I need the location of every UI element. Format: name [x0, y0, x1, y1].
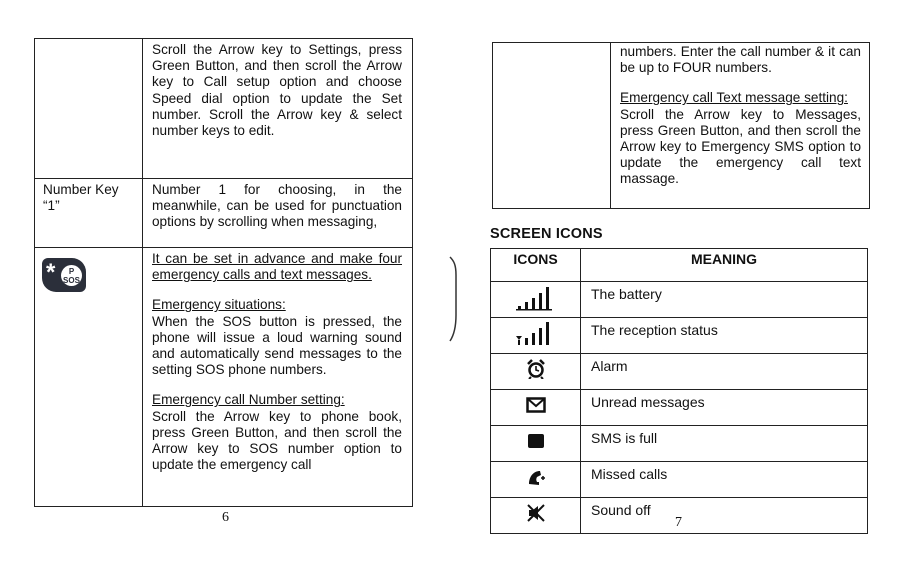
empty-label-cell [493, 43, 611, 209]
number-key-label-line2: “1” [43, 198, 60, 213]
sos-key-cell [35, 248, 143, 507]
missed-call-icon [526, 468, 546, 486]
envelope-icon-cell [491, 390, 581, 426]
right-page [452, 0, 899, 566]
signal-icon [514, 318, 558, 348]
sos-key-description [143, 248, 413, 507]
key-functions-table [34, 38, 413, 507]
sos-p-glyph: P [68, 267, 75, 276]
sound-off-icon [526, 503, 546, 523]
sms-full-icon [527, 433, 545, 449]
page-number-left: 6 [222, 510, 229, 525]
sound-off-meaning: Sound off [581, 498, 868, 534]
reception-meaning: The reception status [581, 318, 868, 354]
continued-table [492, 42, 870, 209]
table-row [491, 354, 868, 390]
envelope-icon [526, 397, 546, 413]
emergency-call-setting-text: Scroll the Arrow key to phone book, press Green Button, and then scroll the Arrow key to SOS number option to update the emergency call [152, 408, 402, 473]
table-row [491, 426, 868, 462]
page-number-right: 7 [675, 515, 682, 530]
left-page [0, 0, 440, 566]
emergency-call-setting-heading: Emergency call Number setting: [152, 392, 345, 408]
table-row [491, 462, 868, 498]
speed-dial-instructions: Scroll the Arrow key to Settings, press Green Button, and then scroll the Arrow key to Call setup option and choose Speed dial option to update the Set number. Scroll the Arrow key & select number keys to edit. [143, 39, 413, 179]
star-glyph: * [46, 259, 56, 286]
alarm-icon-cell [491, 354, 581, 390]
alarm-clock-icon [526, 359, 546, 379]
sms-full-icon-cell [491, 426, 581, 462]
battery-meaning: The battery [581, 282, 868, 318]
number-key-label-line1: Number Key [43, 182, 119, 197]
row-label [35, 39, 143, 179]
table-row [35, 39, 413, 179]
sound-off-icon-cell [491, 498, 581, 534]
table-row [491, 282, 868, 318]
continued-text-cell [611, 43, 870, 209]
table-row [491, 390, 868, 426]
screen-icons-table [490, 248, 868, 534]
sos-intro: It can be set in advance and make four emergency calls and text messages. [152, 251, 402, 283]
sos-key-icon [42, 258, 86, 292]
table-row [35, 248, 413, 507]
emergency-situations-heading: Emergency situations: [152, 297, 286, 313]
battery-icon [514, 282, 558, 312]
sos-numbers-text: numbers. Enter the call number & it can be up to FOUR numbers. [620, 44, 861, 76]
unread-messages-meaning: Unread messages [581, 390, 868, 426]
alarm-meaning: Alarm [581, 354, 868, 390]
table-row [491, 318, 868, 354]
emergency-text-setting-heading: Emergency call Text message setting: [620, 90, 848, 106]
sos-text-glyph: SOS [63, 276, 80, 285]
number-key-label [35, 179, 143, 248]
signal-icon-cell [491, 318, 581, 354]
missed-call-icon-cell [491, 462, 581, 498]
table-header-row [491, 249, 868, 282]
missed-calls-meaning: Missed calls [581, 462, 868, 498]
emergency-text-setting-text: Scroll the Arrow key to Messages, press Green Button, and then scroll the Arrow key to Emergency SMS option to update the emergency call text massage. [620, 106, 861, 187]
table-row [35, 179, 413, 248]
battery-icon-cell [491, 282, 581, 318]
screen-icons-title: SCREEN ICONS [490, 226, 603, 242]
sos-bubble [61, 265, 82, 286]
number-key-description: Number 1 for choosing, in the meanwhile, can be used for punctuation options by scrolling when messaging, [143, 179, 413, 248]
icons-column-header: ICONS [491, 249, 581, 282]
emergency-situations-text: When the SOS button is pressed, the phone will issue a loud warning sound and automatically send messages to the setting SOS phone numbers. [152, 313, 402, 378]
meaning-column-header: MEANING [581, 249, 868, 282]
table-row [493, 43, 870, 209]
sms-full-meaning: SMS is full [581, 426, 868, 462]
